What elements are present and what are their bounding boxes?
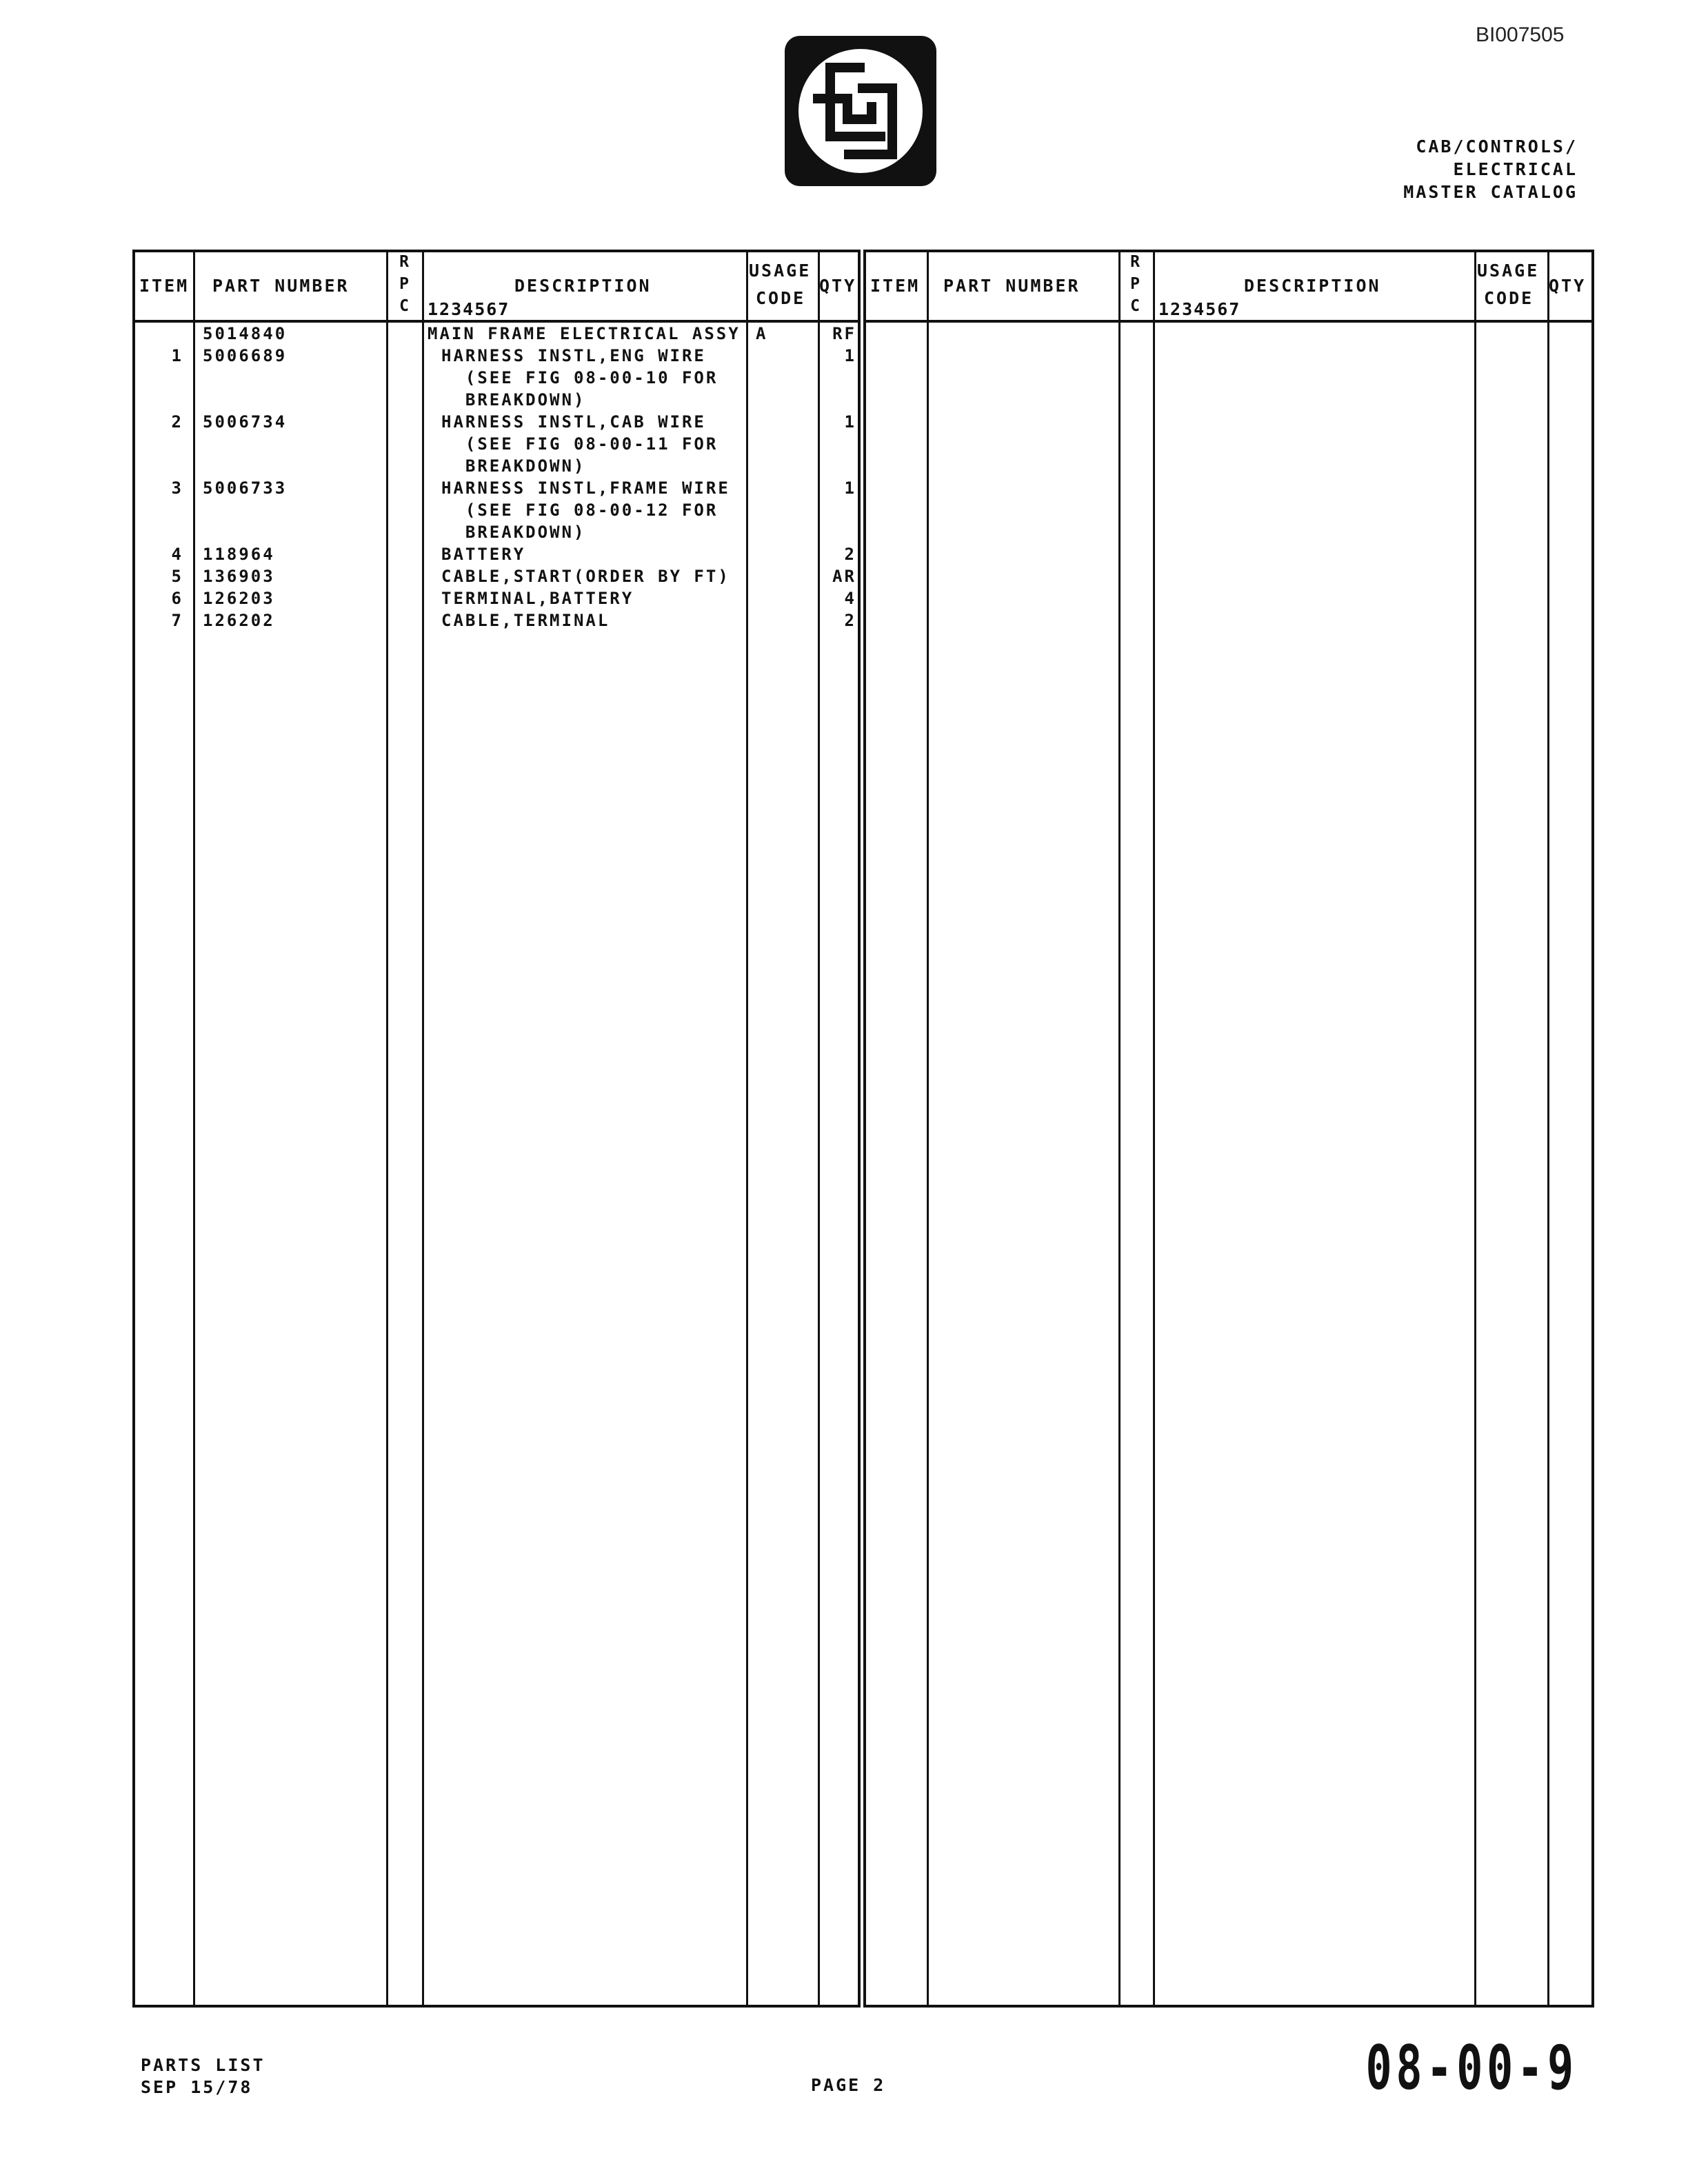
col-description-header: DESCRIPTION xyxy=(514,276,652,296)
part-number: 5006733 xyxy=(203,478,288,498)
col-part-number-header-right: PART NUMBER xyxy=(943,276,1081,296)
part-number: 5006689 xyxy=(203,346,288,365)
col-rpc-header: R P C xyxy=(399,253,409,315)
item-number: 4 xyxy=(171,545,183,564)
part-number: 5006734 xyxy=(203,412,288,432)
quantity: RF xyxy=(832,324,856,343)
item-number: 5 xyxy=(171,567,183,586)
col-usage-header: USAGE xyxy=(749,261,812,281)
col-part-number-header: PART NUMBER xyxy=(212,276,350,296)
description-line: (SEE FIG 08-00-10 FOR xyxy=(441,368,719,387)
parts-table-right xyxy=(863,250,1594,2008)
description-line: HARNESS INSTL,FRAME WIRE xyxy=(441,478,730,498)
description-line: HARNESS INSTL,CAB WIRE xyxy=(441,412,706,432)
footer-label: PARTS LIST SEP 15/78 xyxy=(141,2055,265,2097)
quantity: AR xyxy=(832,567,856,586)
company-logo xyxy=(782,33,939,189)
description-line: BATTERY xyxy=(441,545,526,564)
item-number: 1 xyxy=(171,346,183,365)
description-line: CABLE,START(ORDER BY FT) xyxy=(441,567,730,586)
part-number: 126203 xyxy=(203,589,275,608)
usage-code: A xyxy=(756,324,768,343)
document-id: BI007505 xyxy=(1476,23,1565,46)
col-qty-header-right: QTY xyxy=(1549,276,1587,296)
quantity: 2 xyxy=(844,611,856,630)
description-line: MAIN FRAME ELECTRICAL ASSY xyxy=(428,324,741,343)
description-line: TERMINAL,BATTERY xyxy=(441,589,634,608)
description-line: BREAKDOWN) xyxy=(441,390,586,410)
figure-number: 08-00-9 xyxy=(1365,2032,1578,2103)
item-number: 6 xyxy=(171,589,183,608)
description-line: (SEE FIG 08-00-11 FOR xyxy=(441,434,719,454)
col-description-sub: 1234567 xyxy=(428,299,510,319)
page-number: PAGE 2 xyxy=(811,2075,886,2095)
quantity: 2 xyxy=(844,545,856,564)
description-line: BREAKDOWN) xyxy=(441,456,586,476)
item-number: 3 xyxy=(171,478,183,498)
parts-table-left xyxy=(132,250,861,2008)
part-number: 5014840 xyxy=(203,324,288,343)
description-line: CABLE,TERMINAL xyxy=(441,611,610,630)
part-number: 126202 xyxy=(203,611,275,630)
col-usage-header-right: USAGE xyxy=(1477,261,1540,281)
col-description-header-right: DESCRIPTION xyxy=(1244,276,1381,296)
col-item-header-right: ITEM xyxy=(870,276,921,296)
item-number: 2 xyxy=(171,412,183,432)
description-line: BREAKDOWN) xyxy=(441,523,586,542)
catalog-title: CAB/CONTROLS/ ELECTRICAL MASTER CATALOG xyxy=(1403,136,1578,202)
part-number: 118964 xyxy=(203,545,275,564)
item-number: 7 xyxy=(171,611,183,630)
quantity: 4 xyxy=(844,589,856,608)
col-qty-header: QTY xyxy=(819,276,857,296)
col-item-header: ITEM xyxy=(139,276,190,296)
col-code-header-right: CODE xyxy=(1484,288,1534,308)
quantity: 1 xyxy=(844,478,856,498)
col-code-header: CODE xyxy=(756,288,806,308)
quantity: 1 xyxy=(844,346,856,365)
quantity: 1 xyxy=(844,412,856,432)
col-rpc-header-right: R P C xyxy=(1130,253,1140,315)
description-line: (SEE FIG 08-00-12 FOR xyxy=(441,501,719,520)
description-line: HARNESS INSTL,ENG WIRE xyxy=(441,346,706,365)
col-description-sub-right: 1234567 xyxy=(1158,299,1241,319)
part-number: 136903 xyxy=(203,567,275,586)
